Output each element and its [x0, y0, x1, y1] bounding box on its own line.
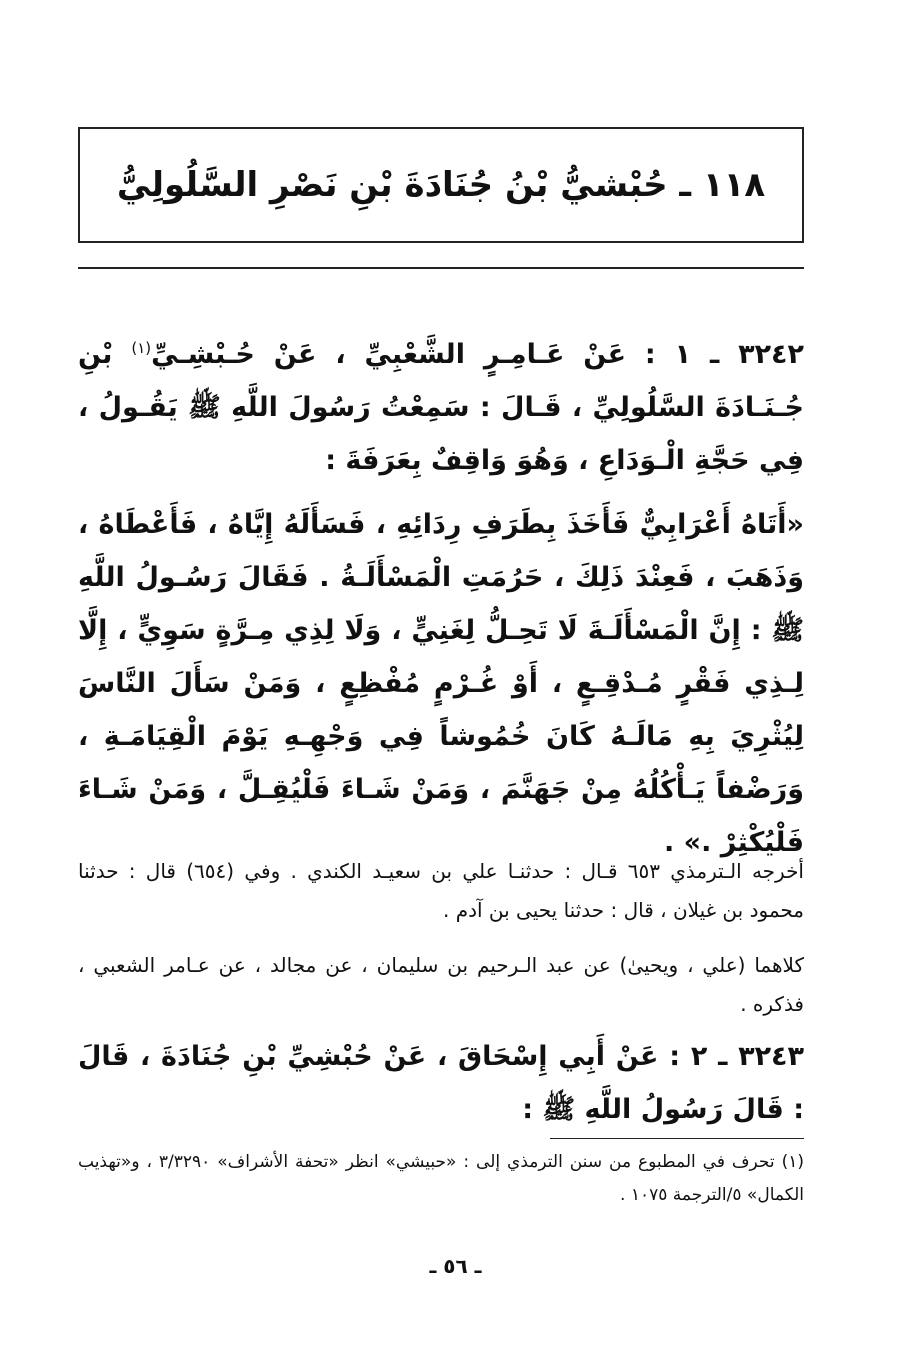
chapter-title: ١١٨ ـ حُبْشيُّ بْنُ جُنَادَةَ بْنِ نَصْرِ السَّلُولِيُّ	[116, 165, 766, 205]
hadith-3243	[78, 1030, 804, 1136]
footnote-divider	[550, 1138, 804, 1139]
page-number: ـ ٥٦ ـ	[429, 1254, 482, 1278]
takhrij-paragraph-1	[78, 852, 804, 930]
hadith-3243-text: ٣٢٤٣ ـ ٢ : عَنْ أَبِي إِسْحَاقَ ، عَنْ حُبْشِيِّ بْنِ جُنَادَةَ ، قَالَ : قَالَ رَسُولُ اللَّهِ ﷺ :	[78, 1041, 805, 1125]
hadith-3242-matn	[78, 498, 804, 869]
footnote-reference: (١)	[131, 339, 152, 357]
takhrij-text-1: أخرجه الـترمذي ٦٥٣ قـال : حدثنـا علي بن سعيـد الكندي . وفي (٦٥٤) قال : حدثنا محمود بن غيلان ، قال : حدثنا يحيى بن آدم .	[78, 859, 804, 922]
takhrij-paragraph-2	[78, 946, 804, 1024]
hadith-3242	[78, 322, 804, 487]
footnote-text: (١) تحرف في المطبوع من سنن الترمذي إلى : «حبيشي» انظر «تحفة الأشراف» ٣/٣٢٩٠ ، و«تهذيب الكمال» ٥/الترجمة ١٠٧٥ .	[78, 1152, 804, 1205]
hadith-3242-matn-text: «أَتَاهُ أَعْرَابِيٌّ فَأَخَذَ بِطَرَفِ رِدَائِهِ ، فَسَأَلَهُ إِيَّاهُ ، فَأَعْطَاهُ ، وَذَهَبَ ، فَعِنْدَ ذَلِكَ ، حَرُمَتِ الْمَسْأَلَـةُ . فَقَالَ رَسُـولُ اللَّهِ ﷺ : إِنَّ الْمَسْأَلَـةَ لَا تَحِـلُّ لِغَنِيٍّ ، وَلَا لِذِي مِـرَّةٍ سَوِيٍّ ، إِلَّا لِـذِي فَقْرٍ مُـدْقِـعٍ ، أَوْ غُـرْمٍ مُفْظِعٍ ، وَمَنْ سَأَلَ النَّاسَ لِيُثْرِيَ بِهِ مَالَـهُ كَانَ خُمُوشاً فِي وَجْهِـهِ يَوْمَ الْقِيَامَـةِ ، وَرَضْفاً يَـأْكُلُهُ مِنْ جَهَنَّمَ ، وَمَنْ شَـاءَ فَلْيُقِـلَّ ، وَمَنْ شَـاءَ فَلْيُكْثِرْ .» .	[78, 509, 804, 858]
chapter-title-box	[78, 127, 804, 243]
hadith-3242-opening: ٣٢٤٢ ـ ١ : عَنْ عَـامِـرٍ الشَّعْبِيِّ ، عَنْ حُـبْشِـيِّ	[151, 339, 805, 370]
header-divider	[78, 267, 804, 269]
footnote	[78, 1146, 804, 1212]
hadith-3242-rest: بْنِ جُـنَـادَةَ السَّلُولِيِّ ، قَـالَ : سَمِعْتُ رَسُولَ اللَّهِ ﷺ يَقُـولُ ، فِي حَجَّةِ الْـوَدَاعِ ، وَهُوَ وَاقِفٌ بِعَرَفَةَ :	[78, 339, 804, 476]
takhrij-text-2: كلاهما (علي ، ويحيىٰ) عن عبد الـرحيم بن سليمان ، عن مجالد ، عن عـامر الشعبي ، فذكره .	[78, 953, 804, 1016]
